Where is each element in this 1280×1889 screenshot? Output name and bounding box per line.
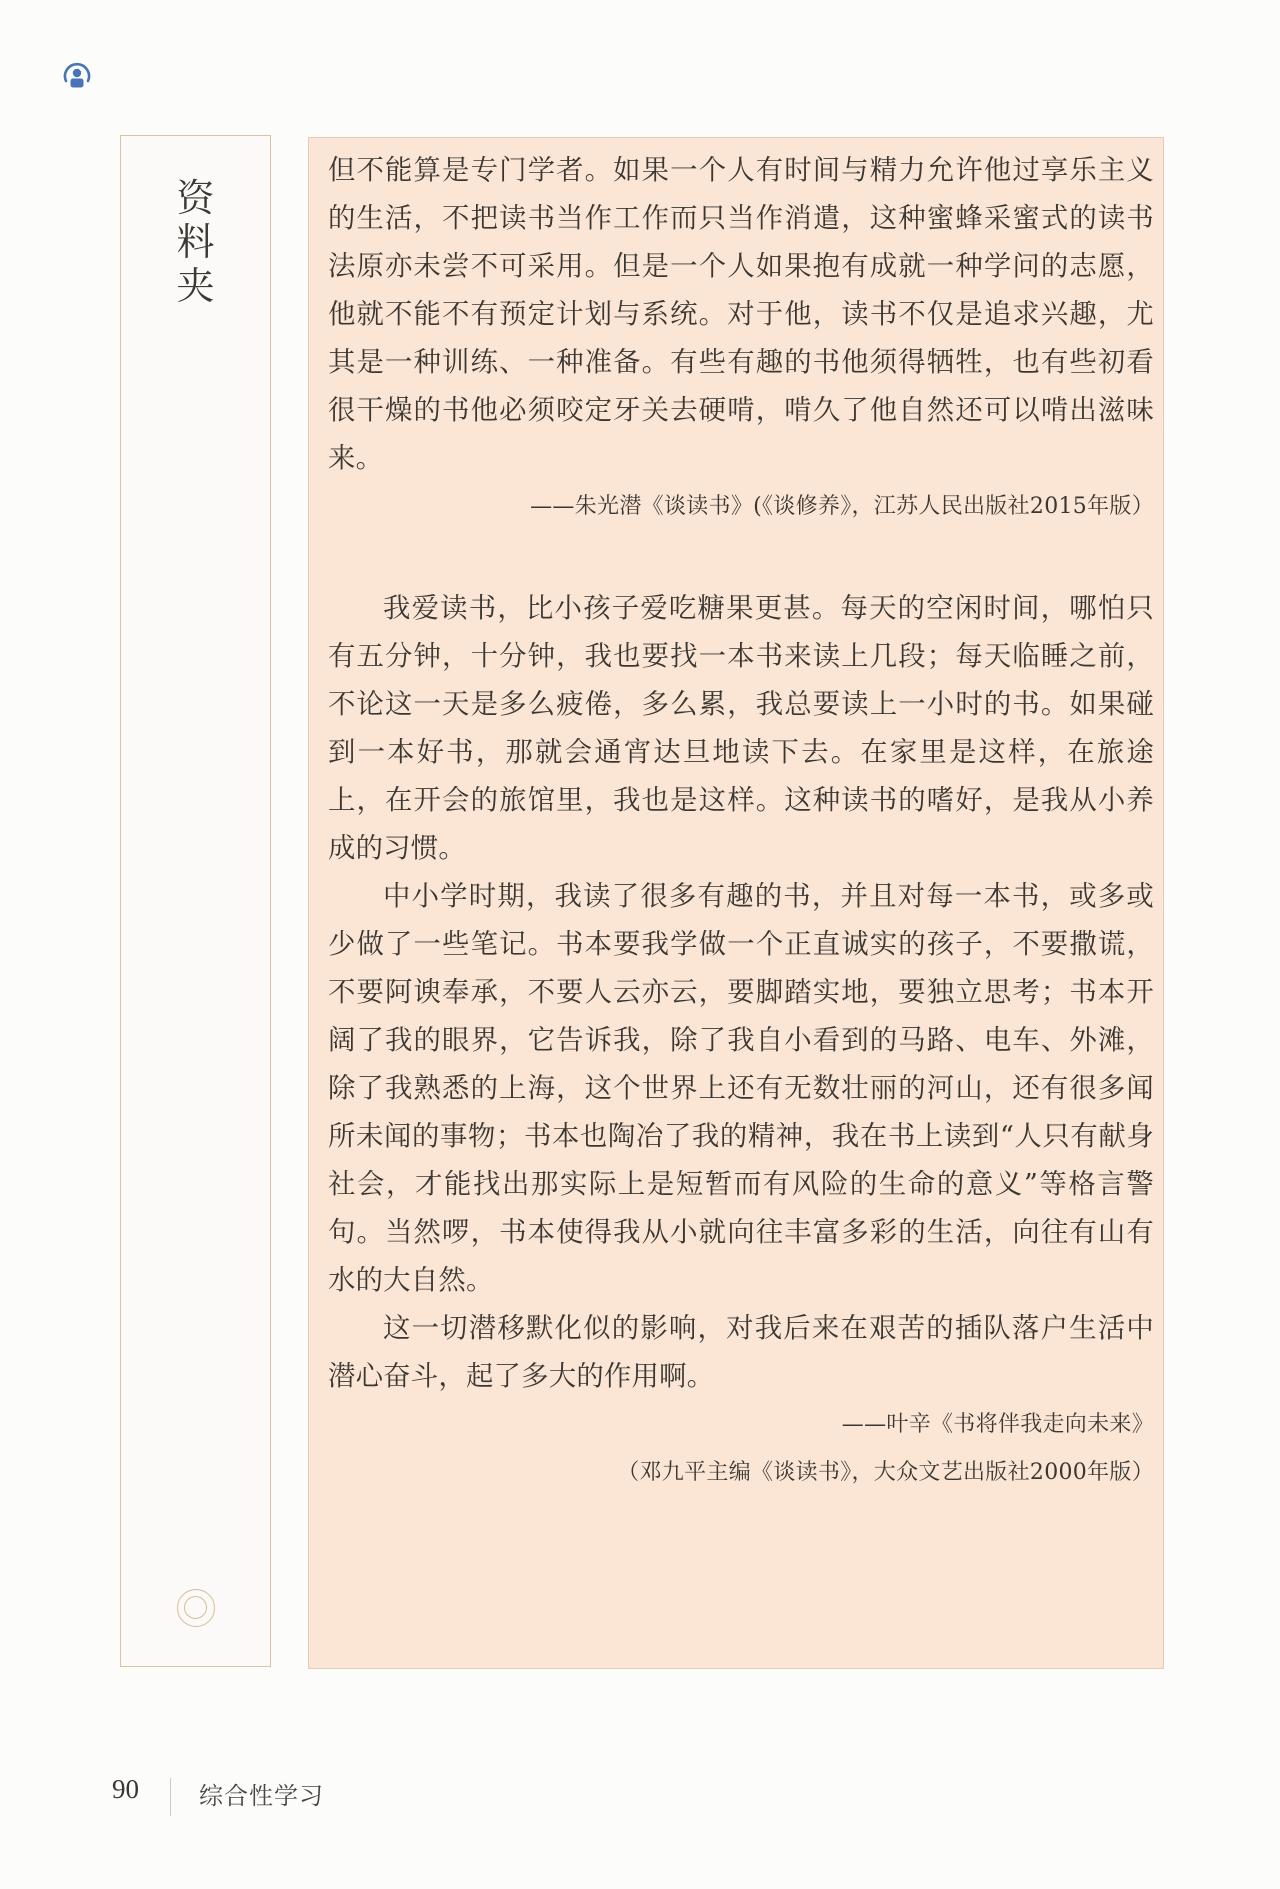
user-headset-icon [62,61,92,91]
excerpt2-attribution: ——叶辛《书将伴我走向未来》 [841,1412,1154,1437]
excerpt2-paragraph: 这一切潜移默化似的影响，对我后来在艰苦的插队落户生活中潜心奋斗，起了多大的作用啊。 [328,1313,1154,1392]
title-char: 夹 [176,264,215,308]
excerpt1-paragraph: 但不能算是专门学者。如果一个人有时间与精力允许他过享乐主义的生活，不把读书当作工作而只当作消遣，这种蜜蜂采蜜式的读书法原亦未尝不可采用。但是一个人如果抱有成就一种学问的志愿，他就不能不有预定计划与系统。对于他，读书不仅是追求兴趣，尤其是一种训练、一种准备。有些有趣的书他须得牺牲，也有些初看很干燥的书他必须咬定牙关去硬啃，啃久了他自然还可以啃出滋味来。 [328,155,1154,474]
side-panel-label [120,135,271,1667]
title-char: 资 [176,176,215,220]
excerpt1-attribution: ——朱光潜《谈读书》(《谈修养》，江苏人民出版社2015年版） [530,494,1154,519]
excerpt2-paragraph: 我爱读书，比小孩子爱吃糖果更甚。每天的空闲时间，哪怕只有五分钟，十分钟，我也要找一本书来读上几段；每天临睡之前，不论这一天是多么疲倦，多么累，我总要读上一小时的书。如果碰到一本好书，那就会通宵达旦地读下去。在家里是这样，在旅途上，在开会的旅馆里，我也是这样。这种读书的嗜好，是我从小养成的习惯。 [328,593,1154,864]
side-panel-title [121,176,270,308]
double-ring-icon [177,1589,215,1627]
excerpt2-paragraph: 中小学时期，我读了很多有趣的书，并且对每一本书，或多或少做了一些笔记。书本要我学做一个正直诚实的孩子，不要撒谎，不要阿谀奉承，不要人云亦云，要脚踏实地，要独立思考；书本开阔了我的眼界，它告诉我，除了我自小看到的马路、电车、外滩，除了我熟悉的上海，这个世界上还有无数壮丽的河山，还有很多闻所未闻的事物；书本也陶冶了我的精神，我在书上读到“人只有献身社会，才能找出那实际上是短暂而有风险的生命的意义”等格言警句。当然啰，书本使得我从小就向往丰富多彩的生活，向往有山有水的大自然。 [328,881,1154,1296]
text-area [328,147,1154,1497]
footer-divider [170,1778,171,1816]
section-title: 综合性学习 [199,1782,324,1810]
page-number: 90 [112,1774,139,1804]
reference-material-box [308,137,1164,1669]
title-char: 料 [176,220,215,264]
excerpt2-source: （邓九平主编《谈读书》，大众文艺出版社2000年版） [617,1460,1154,1485]
section-gap [328,531,1154,585]
